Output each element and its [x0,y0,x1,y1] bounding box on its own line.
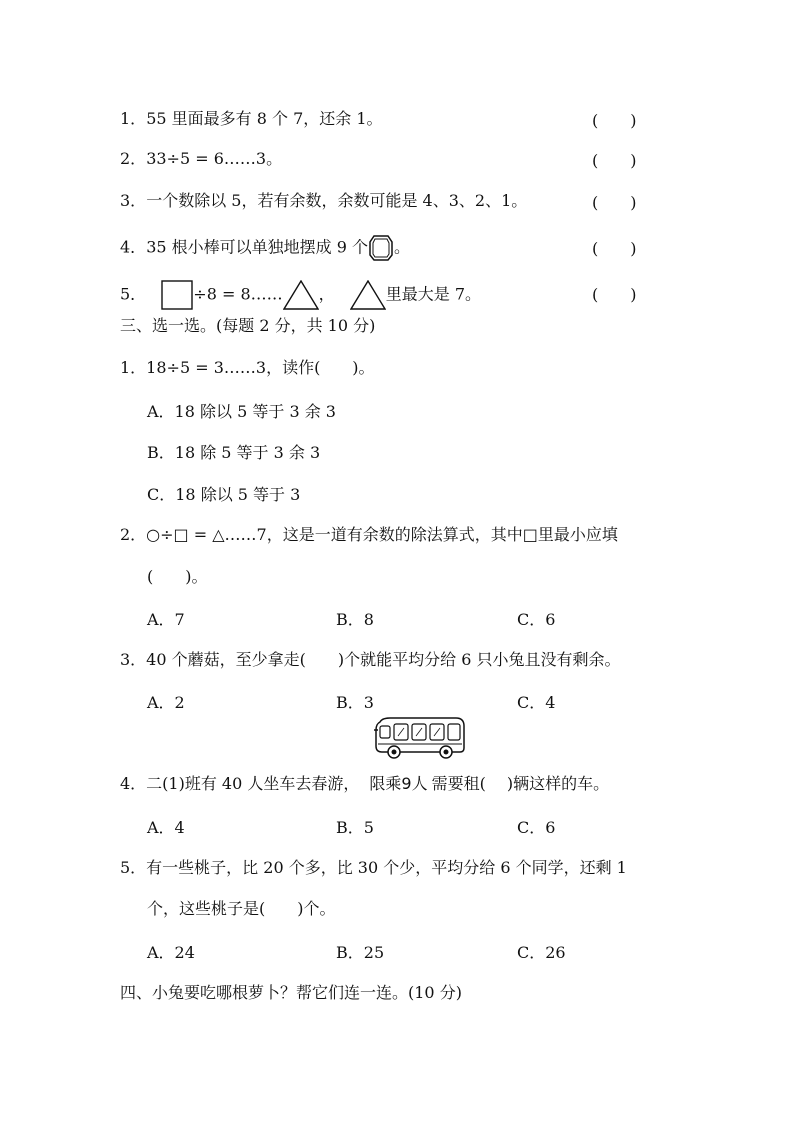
section-title: 四、小兔要吃哪根萝卜？帮它们连一连。(10 分) [120,983,462,1002]
question-text: 35 根小棒可以单独地摆成 9 个 [146,237,368,257]
section-title: 三、选一选。(每题 2 分，共 10 分) [120,316,376,335]
square-shape-icon [161,280,193,310]
judge-q2 [120,148,282,170]
question-number: 5． [120,284,147,304]
option-c[interactable]: C．18 除以 5 等于 3 [147,485,301,504]
choice-q4 [120,773,609,795]
choice-q2-cont: ( )。 [147,567,208,586]
question-text-end: 。 [394,237,411,257]
judge-q1 [120,108,383,130]
answer-paren-5[interactable]: ( ) [592,285,637,304]
option-a[interactable]: A．4 [147,818,185,837]
bus-illustration [372,716,468,760]
option-c[interactable]: C．6 [517,610,556,629]
answer-paren-4[interactable]: ( ) [592,239,637,258]
option-b[interactable]: B．5 [336,818,374,837]
question-text-end: 里最大是 7。 [385,284,482,304]
option-a[interactable]: A．24 [147,943,195,962]
hexagon-shape-icon [368,234,394,262]
option-b[interactable]: B．25 [336,943,385,962]
answer-paren-1[interactable]: ( ) [592,111,637,130]
question-text: 一个数除以 5，若有余数，余数可能是 4、3、2、1。 [146,191,528,210]
answer-paren-3[interactable]: ( ) [592,193,637,212]
choice-q5-cont: 个，这些桃子是( )个。 [147,899,336,918]
question-number: 1． [120,109,147,128]
judge-q4 [120,234,410,262]
question-comma: ， [318,284,335,304]
answer-paren-2[interactable]: ( ) [592,151,637,170]
question-text: 55 里面最多有 8 个 7，还余 1。 [146,109,383,128]
choice-q2: 2．○÷□ = △……7，这是一道有余数的除法算式，其中□里最小应填 [120,525,618,544]
option-c[interactable]: C．6 [517,818,556,837]
option-b[interactable]: B．8 [336,610,374,629]
option-b[interactable]: B．18 除 5 等于 3 余 3 [147,443,321,462]
option-c[interactable]: C．4 [517,693,556,712]
question-text: 4．二(1)班有 40 人坐车去春游， [120,774,360,793]
question-number: 4． [120,237,147,257]
question-number: 3． [120,191,147,210]
judge-q5 [120,280,481,310]
question-text: 33÷5 = 6……3。 [146,149,283,168]
option-a[interactable]: A．18 除以 5 等于 3 余 3 [147,402,336,421]
option-b[interactable]: B．3 [336,693,374,712]
triangle-shape-icon [283,280,319,310]
option-a[interactable]: A．2 [147,693,185,712]
option-c[interactable]: C．26 [517,943,566,962]
judge-q3 [120,190,527,212]
question-text: ÷8 = 8…… [193,284,283,304]
choice-q1: 1．18÷5 = 3……3，读作( )。 [120,358,375,377]
bus-sign-text: 限乘9人 [369,774,428,793]
choice-q5: 5．有一些桃子，比 20 个多，比 30 个少，平均分给 6 个同学，还剩 1 [120,858,627,877]
option-a[interactable]: A．7 [147,610,185,629]
question-number: 2． [120,149,147,168]
triangle-shape-icon [350,280,386,310]
question-text-end: 需要租( )辆这样的车。 [431,774,610,793]
choice-q3: 3．40 个蘑菇，至少拿走( )个就能平均分给 6 只小兔且没有剩余。 [120,650,621,669]
